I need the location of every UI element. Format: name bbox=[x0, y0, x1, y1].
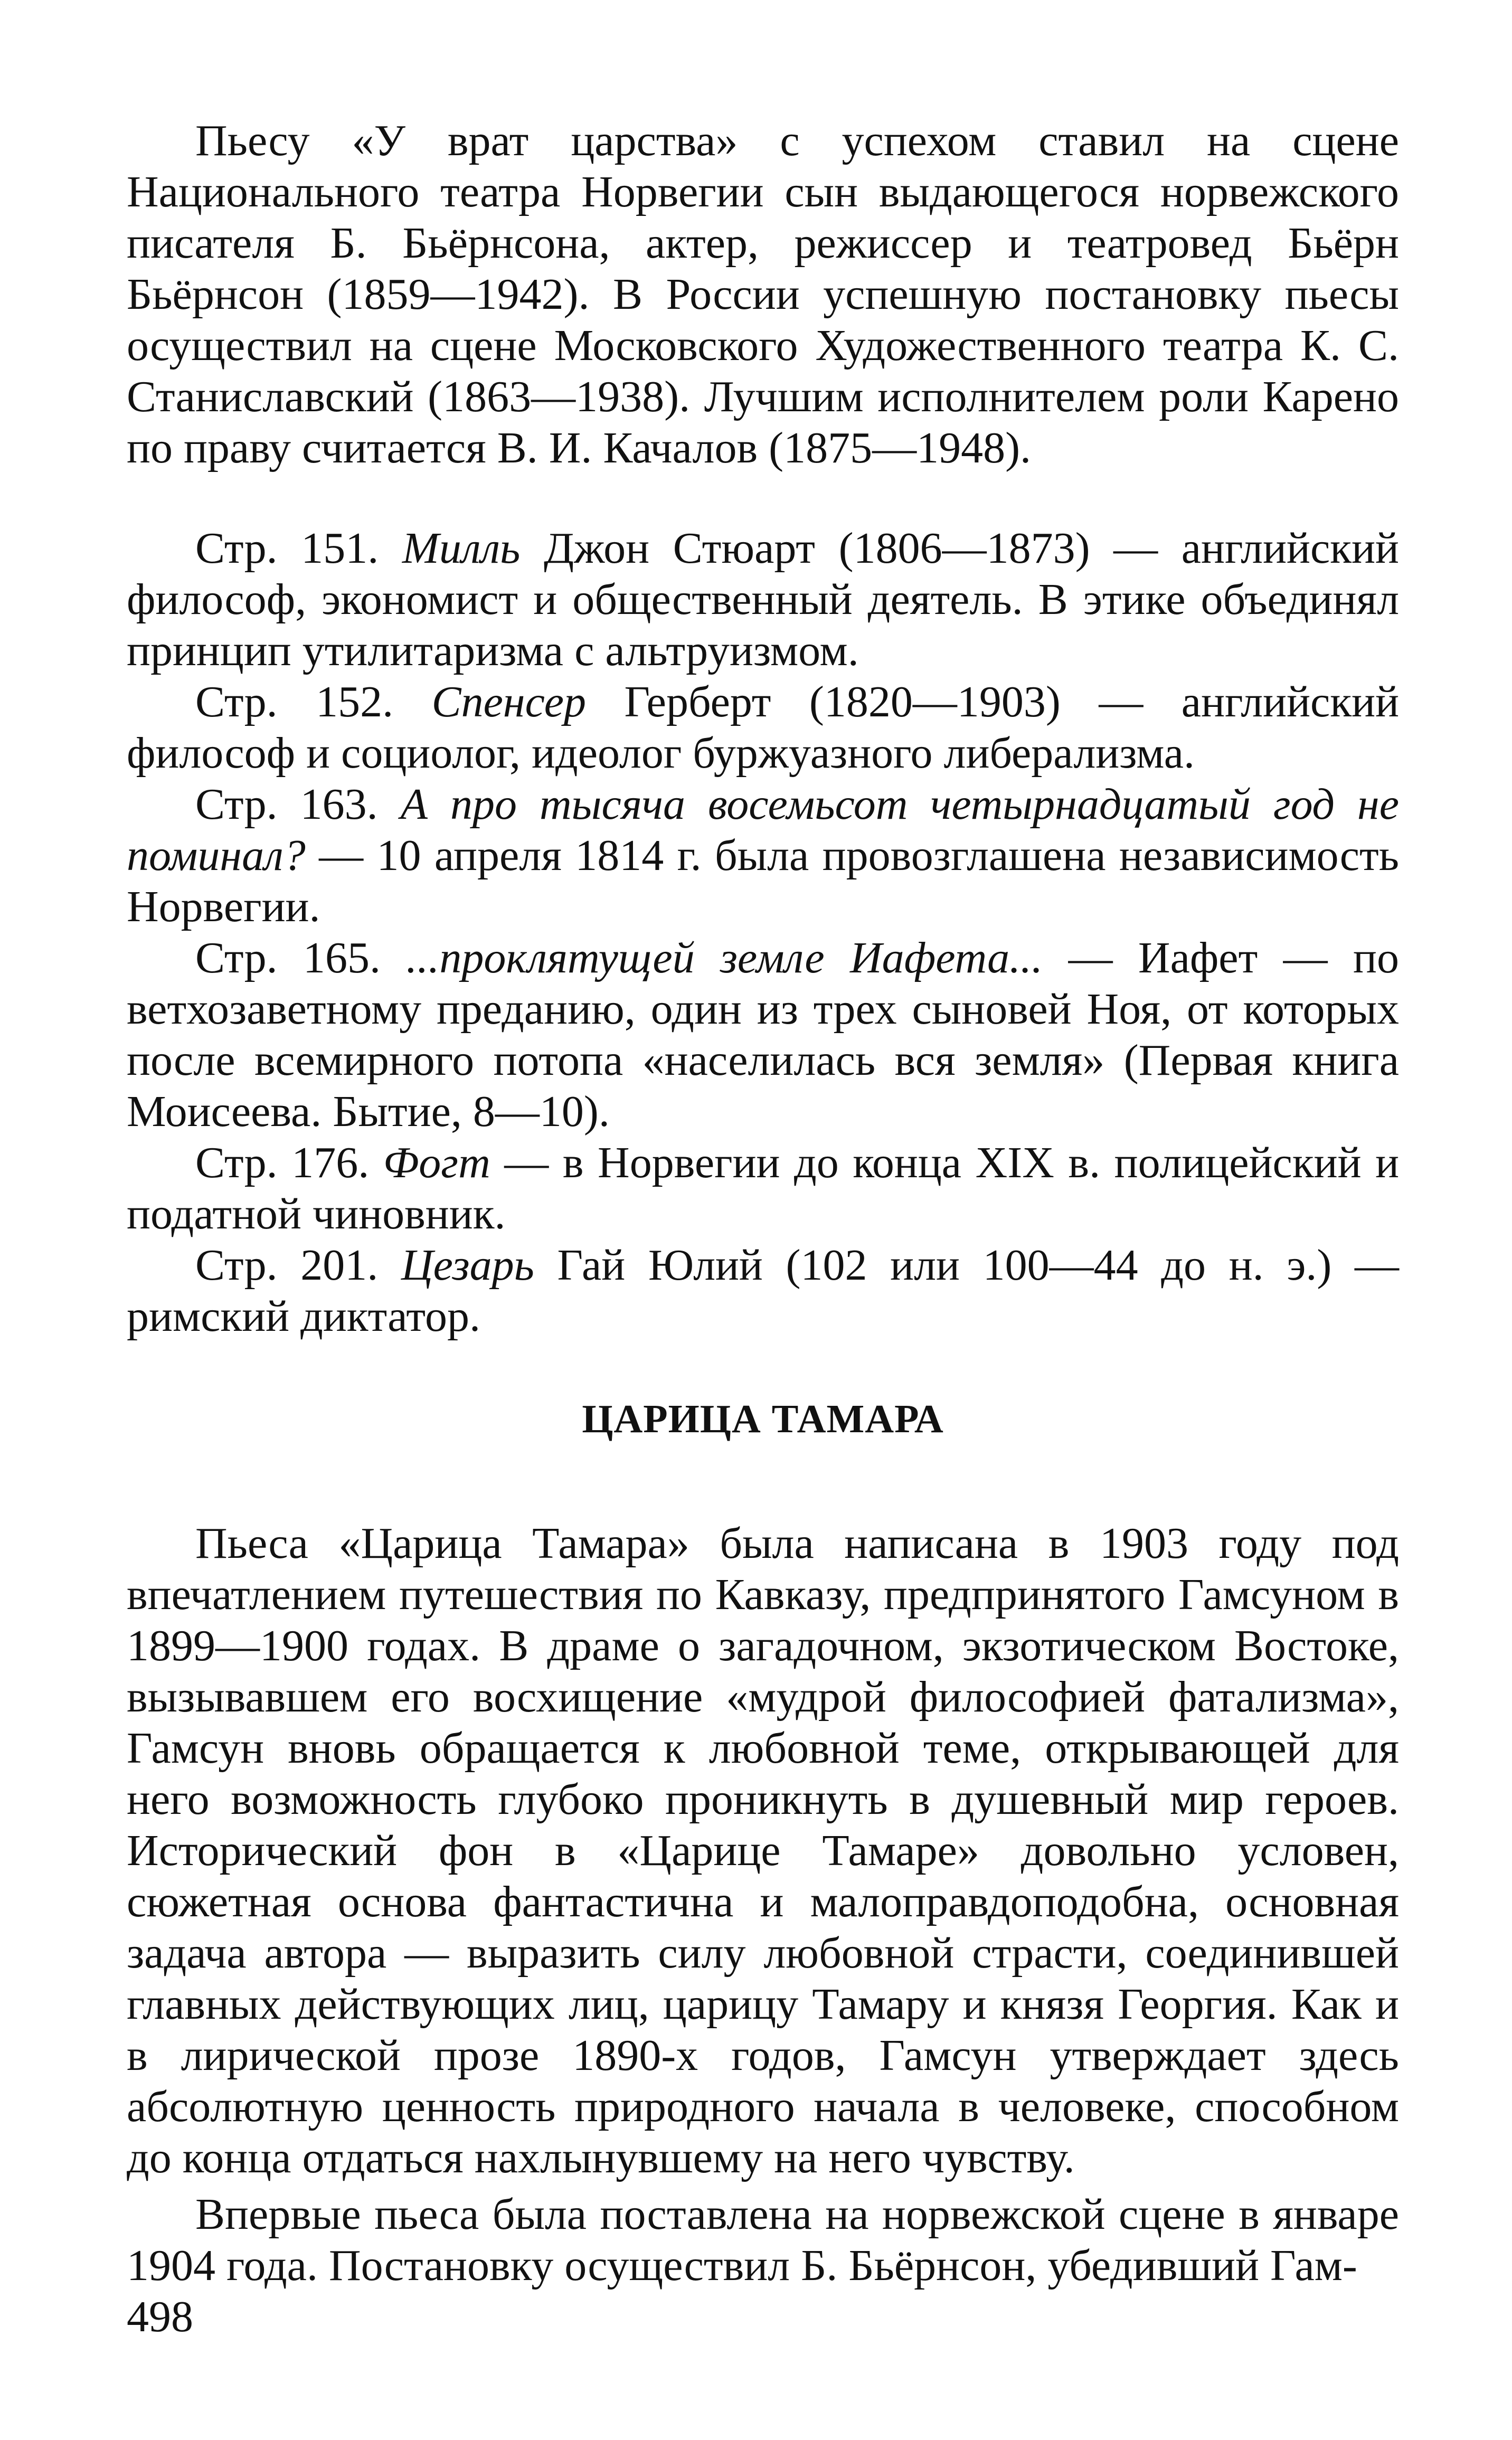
note-item bbox=[127, 676, 1399, 779]
page-number: 498 bbox=[127, 2292, 193, 2341]
note-text: Гай Юлий (102 или 100—44 до н. э.) — римский диктатор. bbox=[127, 1241, 1399, 1341]
tamara-block bbox=[127, 1518, 1399, 2291]
note-item bbox=[127, 932, 1399, 1137]
note-item bbox=[127, 1137, 1399, 1240]
note-ref: Стр. 163. bbox=[195, 780, 378, 829]
intro-block bbox=[127, 115, 1399, 474]
note-term: Спенсер bbox=[431, 677, 587, 726]
note-item bbox=[127, 523, 1399, 676]
note-term: Цезарь bbox=[401, 1241, 534, 1290]
note-ref: Стр. 201. bbox=[195, 1241, 379, 1290]
note-item bbox=[127, 1240, 1399, 1342]
notes-block bbox=[127, 523, 1399, 1342]
tamara-paragraph: Впервые пьеса была поставлена на норвежской сцене в январе 1904 года. Постановку осуществил Б. Бьёрнсон, убедивший Гам- bbox=[127, 2190, 1399, 2290]
note-term: Милль bbox=[402, 524, 521, 573]
note-ref: Стр. 151. bbox=[195, 524, 379, 573]
note-ref: Стр. 176. bbox=[195, 1138, 370, 1187]
note-text: — 10 апреля 1814 г. была провозглашена независимость Норвегии. bbox=[127, 831, 1400, 931]
section-heading: ЦАРИЦА ТАМАРА bbox=[582, 1397, 944, 1441]
intro-paragraph: Пьесу «У врат царства» с успехом ставил на сцене Национального театра Норвегии сын выдающегося норвежского писателя Б. Бьёрнсона, актер, режиссер и театровед Бьёрн Бьёрнсон (1859—1942). В России успешную постановку пьесы осуществил на сцене Московского Художественного театра К. С. Станиславский (1863—1938). Лучшим исполнителем роли Карено по праву считается В. И. Качалов (1875—1948). bbox=[127, 116, 1399, 472]
note-term: А про тысяча восемьсот четырнадцатый год не поминал? bbox=[127, 780, 1400, 880]
tamara-paragraph: Пьеса «Царица Тамара» была написана в 1903 году под впечатлением путешествия по Кавказу, предпринятого Гамсуном в 1899—1900 годах. В драме о загадочном, экзотическом Востоке, вызывавшем его восхищение «мудрой философией фатализма», Гамсун вновь обращается к любовной теме, открывающей для него возможность глубоко проникнуть в душевный мир героев. Исторический фон в «Царице Тамаре» довольно условен, сюжетная основа фантастична и малоправдоподобна, основная задача автора — выразить силу любовной страсти, соединившей главных действующих лиц, царицу Тамару и князя Георгия. Как и в лирической прозе 1890-х годов, Гамсун утверждает здесь абсолютную ценность природного начала в человеке, способном до конца отдаться нахлынувшему на него чувству. bbox=[127, 1519, 1399, 2182]
note-text: — Иафет — по ветхозаветному преданию, один из трех сыновей Ноя, от которых после всемирного потопа «населилась вся земля» (Первая книга Моисеева. Бытие, 8—10). bbox=[127, 933, 1399, 1136]
note-item bbox=[127, 779, 1399, 932]
note-text: Герберт (1820—1903) — английский философ и социолог, идеолог буржуазного либерализма. bbox=[127, 677, 1400, 778]
note-ref: Стр. 165. bbox=[195, 933, 381, 982]
note-ref: Стр. 152. bbox=[195, 677, 394, 726]
note-term: Фогт bbox=[383, 1138, 490, 1187]
note-text: Джон Стюарт (1806—1873) — английский философ, экономист и общественный деятель. В этике объединял принцип утилитаризма с альтруизмом. bbox=[127, 524, 1400, 675]
note-text: — в Норвегии до конца XIX в. полицейский и податной чиновник. bbox=[127, 1138, 1400, 1238]
note-term: ...проклятущей земле Иафета... bbox=[406, 933, 1043, 982]
